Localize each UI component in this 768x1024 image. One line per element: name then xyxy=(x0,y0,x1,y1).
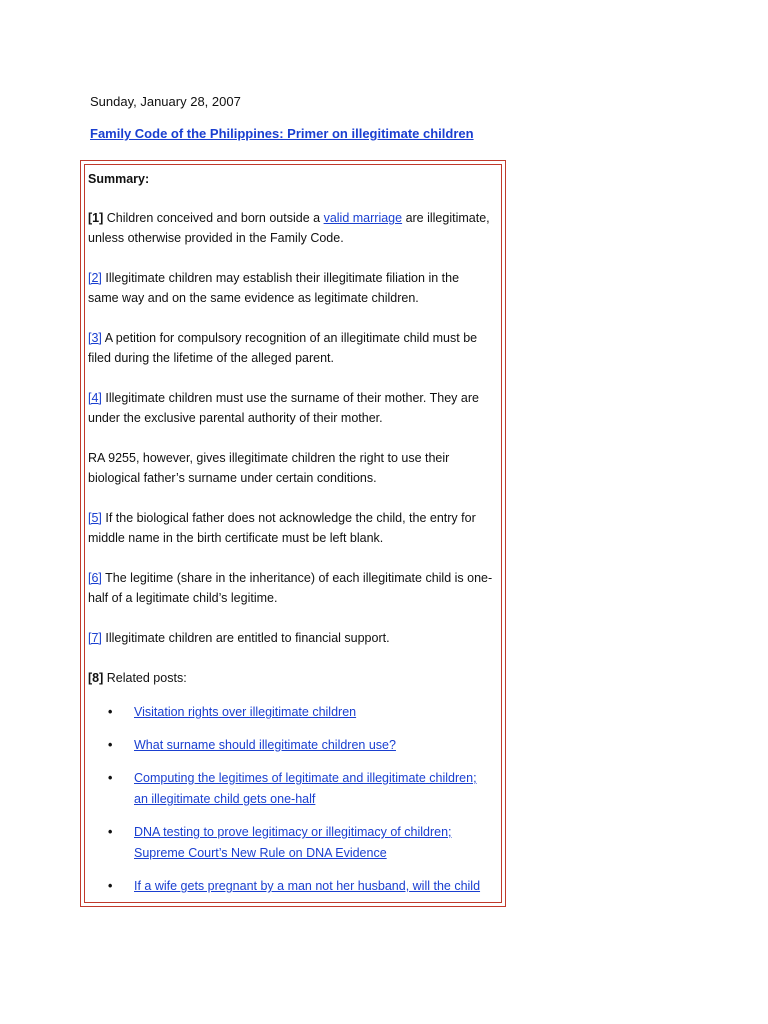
ref-6-link[interactable]: [6] xyxy=(88,571,102,585)
item-2-text: Illegitimate children may establish their illegitimate filiation in the same way and on the same evidence as legitimate children. xyxy=(88,271,460,305)
bullet-icon: • xyxy=(108,738,113,752)
summary-item-6 xyxy=(88,568,493,608)
related-post-item xyxy=(108,822,493,864)
bullet-icon: • xyxy=(108,771,113,785)
post-date: Sunday, January 28, 2007 xyxy=(90,94,241,109)
bullet-icon: • xyxy=(108,825,113,839)
ref-5-link[interactable]: [5] xyxy=(88,511,102,525)
summary-item-5 xyxy=(88,508,493,548)
item-1-text-after: are illegitimate, unless otherwise provided in the Family Code. xyxy=(88,211,490,245)
ref-1: [1] xyxy=(88,211,104,225)
related-post-link-surname[interactable]: What surname should illegitimate children use? xyxy=(134,738,396,752)
summary-item-4 xyxy=(88,388,493,428)
ref-7-link[interactable]: [7] xyxy=(88,631,102,645)
summary-item-7 xyxy=(88,628,493,648)
bullet-icon: • xyxy=(108,879,113,893)
summary-item-2 xyxy=(88,268,493,308)
related-posts-label: Related posts: xyxy=(103,671,187,685)
related-post-item xyxy=(108,876,493,897)
ref-2-link[interactable]: [2] xyxy=(88,271,102,285)
related-post-link-legitimes[interactable]: Computing the legitimes of legitimate and illegitimate children; an illegitimate child gets one-half xyxy=(134,771,477,806)
item-3-text: A petition for compulsory recognition of an illegitimate child must be filed during the lifetime of the alleged parent. xyxy=(88,331,478,365)
ref-8: [8] xyxy=(88,671,104,685)
ref-3-link[interactable]: [3] xyxy=(88,331,102,345)
ra9255-paragraph: RA 9255, however, gives illegitimate children the right to use their biological father’s surname under certain conditions. xyxy=(88,451,450,485)
related-post-link-visitation[interactable]: Visitation rights over illegitimate children xyxy=(134,705,357,719)
related-post-item xyxy=(108,735,493,756)
post-title-link[interactable]: Family Code of the Philippines: Primer on illegitimate children xyxy=(90,126,474,141)
related-post-link-dna[interactable]: DNA testing to prove legitimacy or illegitimacy of children; Supreme Court’s New Rule on DNA Evidence xyxy=(134,825,452,860)
related-post-item xyxy=(108,768,493,810)
item-6-text: The legitime (share in the inheritance) of each illegitimate child is one-half of a legitimate child’s legitime. xyxy=(88,571,493,605)
summary-content xyxy=(88,169,493,907)
summary-box xyxy=(80,160,506,907)
item-1-text-before: Children conceived and born outside a xyxy=(103,211,324,225)
ref-4-link[interactable]: [4] xyxy=(88,391,102,405)
bullet-icon: • xyxy=(108,705,113,719)
valid-marriage-link[interactable]: valid marriage xyxy=(323,211,403,225)
related-post-item xyxy=(108,702,493,723)
summary-heading: Summary: xyxy=(88,172,150,186)
related-posts-heading xyxy=(88,668,493,688)
item-7-text: Illegitimate children are entitled to financial support. xyxy=(101,631,390,645)
summary-item-1 xyxy=(88,208,493,248)
summary-item-3 xyxy=(88,328,493,368)
item-4-text: Illegitimate children must use the surname of their mother. They are under the exclusive parental authority of their mother. xyxy=(88,391,479,425)
related-posts-list xyxy=(88,702,493,897)
item-5-text: If the biological father does not acknowledge the child, the entry for middle name in the birth certificate must be left blank. xyxy=(88,511,476,545)
related-post-link-wife-pregnant[interactable]: If a wife gets pregnant by a man not her husband, will the child xyxy=(134,879,481,893)
